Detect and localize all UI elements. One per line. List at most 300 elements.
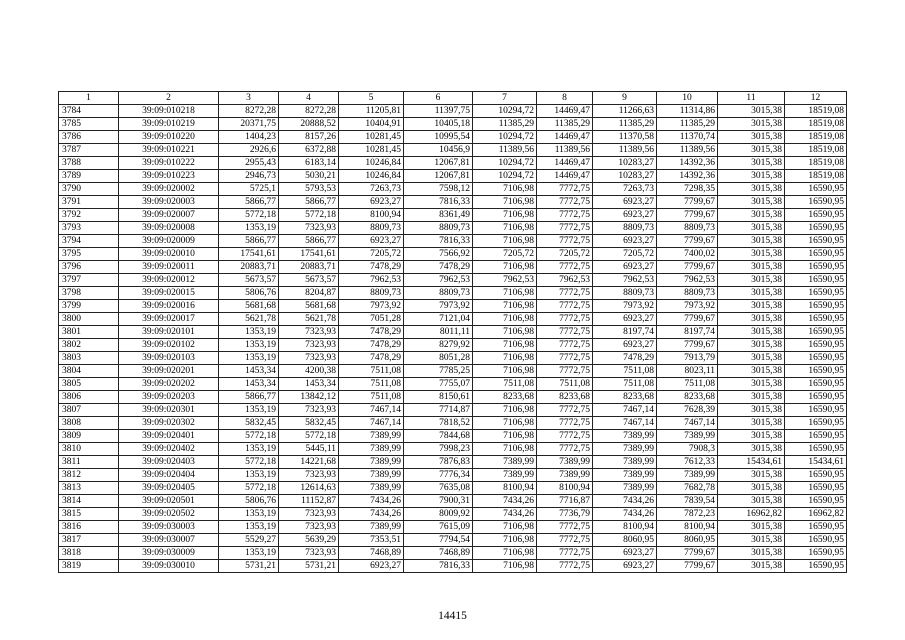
cadastral-number-cell: 39:09:020103 [119,352,219,365]
value-cell: 8197,74 [593,326,657,339]
value-cell: 7389,99 [593,430,657,443]
row-number-cell: 3817 [59,534,119,547]
value-cell: 7772,75 [537,404,593,417]
value-cell: 7323,93 [279,339,339,352]
table-row [59,287,847,300]
value-cell: 16590,95 [785,560,847,573]
value-cell: 8279,92 [404,339,473,352]
value-cell: 8809,73 [657,222,718,235]
value-cell: 20888,52 [279,118,339,131]
value-cell: 6183,14 [279,157,339,170]
row-number-cell: 3808 [59,417,119,430]
value-cell: 7389,99 [473,456,537,469]
value-cell: 7389,99 [339,482,404,495]
table-row [59,430,847,443]
value-cell: 7962,53 [537,274,593,287]
value-cell: 3015,38 [718,261,785,274]
value-cell: 18519,08 [785,144,847,157]
value-cell: 18519,08 [785,118,847,131]
cadastral-number-cell: 39:09:020403 [119,456,219,469]
value-cell: 5772,18 [279,209,339,222]
value-cell: 1453,34 [219,365,279,378]
value-cell: 7467,14 [339,404,404,417]
value-cell: 10456,9 [404,144,473,157]
value-cell: 7389,99 [537,469,593,482]
table-row [59,365,847,378]
value-cell: 11152,87 [279,495,339,508]
cadastral-number-cell: 39:09:030007 [119,534,219,547]
value-cell: 10281,45 [339,144,404,157]
value-cell: 7785,25 [404,365,473,378]
table-row [59,261,847,274]
value-cell: 14221,68 [279,456,339,469]
value-cell: 7106,98 [473,339,537,352]
value-cell: 7772,75 [537,287,593,300]
value-cell: 5621,78 [219,313,279,326]
value-cell: 7434,26 [473,508,537,521]
value-cell: 7106,98 [473,313,537,326]
value-cell: 7844,68 [404,430,473,443]
value-cell: 3015,38 [718,378,785,391]
value-cell: 5681,68 [279,300,339,313]
value-cell: 6923,27 [593,547,657,560]
value-cell: 5866,77 [219,235,279,248]
value-cell: 7478,29 [339,339,404,352]
value-cell: 7263,73 [339,183,404,196]
value-cell: 7106,98 [473,404,537,417]
row-number-cell: 3796 [59,261,119,274]
value-cell: 3015,38 [718,274,785,287]
value-cell: 6923,27 [593,196,657,209]
column-header: 5 [339,92,404,105]
value-cell: 7962,53 [593,274,657,287]
cadastral-number-cell: 39:09:020201 [119,365,219,378]
value-cell: 5866,77 [219,391,279,404]
value-cell: 3015,38 [718,105,785,118]
row-number-cell: 3791 [59,196,119,209]
value-cell: 4200,38 [279,365,339,378]
value-cell: 3015,38 [718,547,785,560]
value-cell: 5673,57 [279,274,339,287]
value-cell: 3015,38 [718,144,785,157]
value-cell: 2926,6 [219,144,279,157]
table-row [59,170,847,183]
value-cell: 7511,08 [339,378,404,391]
value-cell: 5673,57 [219,274,279,287]
value-cell: 8060,95 [593,534,657,547]
value-cell: 7298,35 [657,183,718,196]
value-cell: 7973,92 [593,300,657,313]
value-cell: 15434,61 [785,456,847,469]
value-cell: 11389,56 [537,144,593,157]
table-row [59,222,847,235]
column-header: 7 [473,92,537,105]
value-cell: 7106,98 [473,352,537,365]
cadastral-number-cell: 39:09:030003 [119,521,219,534]
value-cell: 16590,95 [785,352,847,365]
value-cell: 10283,27 [593,170,657,183]
value-cell: 8809,73 [593,222,657,235]
value-cell: 16590,95 [785,547,847,560]
table-row [59,300,847,313]
value-cell: 7511,08 [537,378,593,391]
value-cell: 3015,38 [718,339,785,352]
column-header: 12 [785,92,847,105]
cadastral-number-cell: 39:09:020015 [119,287,219,300]
value-cell: 3015,38 [718,482,785,495]
value-cell: 3015,38 [718,196,785,209]
value-cell: 7566,92 [404,248,473,261]
value-cell: 7799,67 [657,196,718,209]
value-cell: 7468,89 [339,547,404,560]
table-row [59,534,847,547]
row-number-cell: 3810 [59,443,119,456]
value-cell: 7389,99 [339,430,404,443]
value-cell: 11370,74 [657,131,718,144]
value-cell: 8009,92 [404,508,473,521]
value-cell: 7772,75 [537,183,593,196]
table-row [59,326,847,339]
value-cell: 6923,27 [339,235,404,248]
value-cell: 16962,82 [785,508,847,521]
value-cell: 1353,19 [219,222,279,235]
cadastral-number-cell: 39:09:020501 [119,495,219,508]
value-cell: 16590,95 [785,404,847,417]
value-cell: 7755,07 [404,378,473,391]
value-cell: 7913,79 [657,352,718,365]
cadastral-number-cell: 39:09:020016 [119,300,219,313]
value-cell: 7776,34 [404,469,473,482]
table-row [59,105,847,118]
value-cell: 8157,26 [279,131,339,144]
row-number-cell: 3797 [59,274,119,287]
table-row [59,495,847,508]
value-cell: 7106,98 [473,521,537,534]
value-cell: 5772,18 [279,430,339,443]
value-cell: 18519,08 [785,170,847,183]
value-cell: 5772,18 [219,482,279,495]
row-number-cell: 3814 [59,495,119,508]
value-cell: 7772,75 [537,222,593,235]
value-cell: 11397,75 [404,105,473,118]
value-cell: 8100,94 [339,209,404,222]
row-number-cell: 3788 [59,157,119,170]
value-cell: 8060,95 [657,534,718,547]
value-cell: 8361,49 [404,209,473,222]
value-cell: 8011,11 [404,326,473,339]
table-body [59,105,847,573]
cadastral-value-table [58,91,847,573]
value-cell: 8272,28 [279,105,339,118]
value-cell: 7598,12 [404,183,473,196]
table-row [59,209,847,222]
value-cell: 7478,29 [404,261,473,274]
row-number-cell: 3793 [59,222,119,235]
value-cell: 7478,29 [339,326,404,339]
value-cell: 7511,08 [657,378,718,391]
value-cell: 5866,77 [279,235,339,248]
table-header-row [59,92,847,105]
table-row [59,521,847,534]
value-cell: 7615,09 [404,521,473,534]
row-number-cell: 3785 [59,118,119,131]
table-row [59,144,847,157]
value-cell: 7772,75 [537,443,593,456]
value-cell: 17541,61 [219,248,279,261]
value-cell: 7682,78 [657,482,718,495]
row-number-cell: 3790 [59,183,119,196]
value-cell: 1353,19 [219,443,279,456]
value-cell: 16590,95 [785,300,847,313]
value-cell: 7467,14 [657,417,718,430]
value-cell: 7323,93 [279,508,339,521]
value-cell: 5806,76 [219,495,279,508]
value-cell: 7973,92 [404,300,473,313]
value-cell: 16962,82 [718,508,785,521]
table-row [59,391,847,404]
value-cell: 5529,27 [219,534,279,547]
value-cell: 11389,56 [473,144,537,157]
cadastral-number-cell: 39:09:020404 [119,469,219,482]
value-cell: 7106,98 [473,560,537,573]
value-cell: 7389,99 [657,430,718,443]
value-cell: 7389,99 [593,482,657,495]
table-row [59,196,847,209]
row-number-cell: 3784 [59,105,119,118]
value-cell: 7772,75 [537,235,593,248]
value-cell: 7389,99 [657,469,718,482]
value-cell: 7323,93 [279,352,339,365]
value-cell: 7205,72 [537,248,593,261]
table-row [59,508,847,521]
table-row [59,274,847,287]
value-cell: 7772,75 [537,352,593,365]
value-cell: 7353,51 [339,534,404,547]
table-row [59,456,847,469]
value-cell: 7876,83 [404,456,473,469]
value-cell: 5772,18 [219,430,279,443]
value-cell: 7121,04 [404,313,473,326]
value-cell: 7467,14 [339,417,404,430]
value-cell: 12614,63 [279,482,339,495]
value-cell: 1353,19 [219,521,279,534]
row-number-cell: 3806 [59,391,119,404]
row-number-cell: 3807 [59,404,119,417]
value-cell: 17541,61 [279,248,339,261]
value-cell: 15434,61 [718,456,785,469]
value-cell: 7106,98 [473,443,537,456]
table-row [59,183,847,196]
value-cell: 11389,56 [657,144,718,157]
value-cell: 6372,88 [279,144,339,157]
cadastral-number-cell: 39:09:010220 [119,131,219,144]
row-number-cell: 3802 [59,339,119,352]
value-cell: 10281,45 [339,131,404,144]
value-cell: 7051,28 [339,313,404,326]
value-cell: 11385,29 [593,118,657,131]
value-cell: 18519,08 [785,131,847,144]
table-row [59,131,847,144]
value-cell: 7612,33 [657,456,718,469]
value-cell: 11370,58 [593,131,657,144]
value-cell: 5772,18 [219,456,279,469]
value-cell: 11385,29 [537,118,593,131]
value-cell: 7106,98 [473,430,537,443]
value-cell: 3015,38 [718,404,785,417]
value-cell: 1453,34 [279,378,339,391]
row-number-cell: 3786 [59,131,119,144]
value-cell: 8233,68 [473,391,537,404]
value-cell: 7434,26 [339,508,404,521]
table-row [59,313,847,326]
row-number-cell: 3792 [59,209,119,222]
value-cell: 7908,3 [657,443,718,456]
value-cell: 10246,84 [339,157,404,170]
value-cell: 10294,72 [473,157,537,170]
value-cell: 3015,38 [718,469,785,482]
value-cell: 7323,93 [279,547,339,560]
value-cell: 5030,21 [279,170,339,183]
value-cell: 3015,38 [718,183,785,196]
cadastral-number-cell: 39:09:020002 [119,183,219,196]
value-cell: 7323,93 [279,521,339,534]
value-cell: 3015,38 [718,521,785,534]
cadastral-number-cell: 39:09:020401 [119,430,219,443]
value-cell: 18519,08 [785,105,847,118]
value-cell: 13842,12 [279,391,339,404]
value-cell: 8100,94 [537,482,593,495]
value-cell: 8809,73 [657,287,718,300]
value-cell: 7389,99 [339,443,404,456]
value-cell: 5866,77 [219,196,279,209]
value-cell: 8233,68 [537,391,593,404]
value-cell: 7511,08 [593,378,657,391]
value-cell: 7772,75 [537,547,593,560]
value-cell: 7772,75 [537,430,593,443]
value-cell: 10294,72 [473,105,537,118]
value-cell: 3015,38 [718,248,785,261]
value-cell: 3015,38 [718,300,785,313]
value-cell: 7962,53 [339,274,404,287]
value-cell: 3015,38 [718,209,785,222]
row-number-cell: 3803 [59,352,119,365]
cadastral-number-cell: 39:09:020011 [119,261,219,274]
value-cell: 7106,98 [473,547,537,560]
cadastral-number-cell: 39:09:010219 [119,118,219,131]
value-cell: 7434,26 [593,508,657,521]
value-cell: 10405,18 [404,118,473,131]
cadastral-number-cell: 39:09:030010 [119,560,219,573]
cadastral-number-cell: 39:09:020102 [119,339,219,352]
value-cell: 16590,95 [785,430,847,443]
value-cell: 7323,93 [279,469,339,482]
row-number-cell: 3819 [59,560,119,573]
value-cell: 8809,73 [339,222,404,235]
value-cell: 2955,43 [219,157,279,170]
value-cell: 7973,92 [339,300,404,313]
value-cell: 6923,27 [593,339,657,352]
value-cell: 20371,75 [219,118,279,131]
value-cell: 7106,98 [473,534,537,547]
value-cell: 7389,99 [593,456,657,469]
value-cell: 14469,47 [537,131,593,144]
table-row [59,482,847,495]
value-cell: 7400,02 [657,248,718,261]
value-cell: 7772,75 [537,326,593,339]
value-cell: 14392,36 [657,157,718,170]
value-cell: 7106,98 [473,326,537,339]
value-cell: 1353,19 [219,339,279,352]
value-cell: 3015,38 [718,495,785,508]
value-cell: 3015,38 [718,222,785,235]
value-cell: 12067,81 [404,157,473,170]
cadastral-number-cell: 39:09:020009 [119,235,219,248]
row-number-cell: 3815 [59,508,119,521]
value-cell: 8204,87 [279,287,339,300]
value-cell: 16590,95 [785,274,847,287]
column-header: 4 [279,92,339,105]
value-cell: 16590,95 [785,365,847,378]
value-cell: 1353,19 [219,404,279,417]
value-cell: 7816,33 [404,196,473,209]
page-number: 14415 [438,610,467,622]
cadastral-number-cell: 39:09:020012 [119,274,219,287]
value-cell: 7839,54 [657,495,718,508]
value-cell: 8023,11 [657,365,718,378]
value-cell: 8233,68 [593,391,657,404]
table-row [59,339,847,352]
value-cell: 20883,71 [279,261,339,274]
value-cell: 7799,67 [657,339,718,352]
value-cell: 5772,18 [219,209,279,222]
row-number-cell: 3787 [59,144,119,157]
value-cell: 7467,14 [593,404,657,417]
cadastral-number-cell: 39:09:020203 [119,391,219,404]
value-cell: 10294,72 [473,170,537,183]
value-cell: 5806,76 [219,287,279,300]
row-number-cell: 3801 [59,326,119,339]
value-cell: 5725,1 [219,183,279,196]
value-cell: 7511,08 [339,391,404,404]
value-cell: 7205,72 [339,248,404,261]
value-cell: 11266,63 [593,105,657,118]
value-cell: 7794,54 [404,534,473,547]
table-row [59,417,847,430]
value-cell: 3015,38 [718,170,785,183]
value-cell: 7772,75 [537,365,593,378]
value-cell: 7434,26 [339,495,404,508]
value-cell: 6923,27 [339,560,404,573]
value-cell: 7106,98 [473,222,537,235]
value-cell: 7973,92 [657,300,718,313]
value-cell: 16590,95 [785,482,847,495]
value-cell: 7816,33 [404,235,473,248]
value-cell: 7205,72 [473,248,537,261]
value-cell: 7323,93 [279,222,339,235]
value-cell: 3015,38 [718,560,785,573]
column-header: 9 [593,92,657,105]
table-row [59,378,847,391]
value-cell: 16590,95 [785,287,847,300]
cadastral-number-cell: 39:09:020101 [119,326,219,339]
table-row [59,560,847,573]
value-cell: 7106,98 [473,417,537,430]
value-cell: 7205,72 [593,248,657,261]
column-header: 3 [219,92,279,105]
value-cell: 8150,61 [404,391,473,404]
cadastral-number-cell: 39:09:020017 [119,313,219,326]
cadastral-number-cell: 39:09:020003 [119,196,219,209]
